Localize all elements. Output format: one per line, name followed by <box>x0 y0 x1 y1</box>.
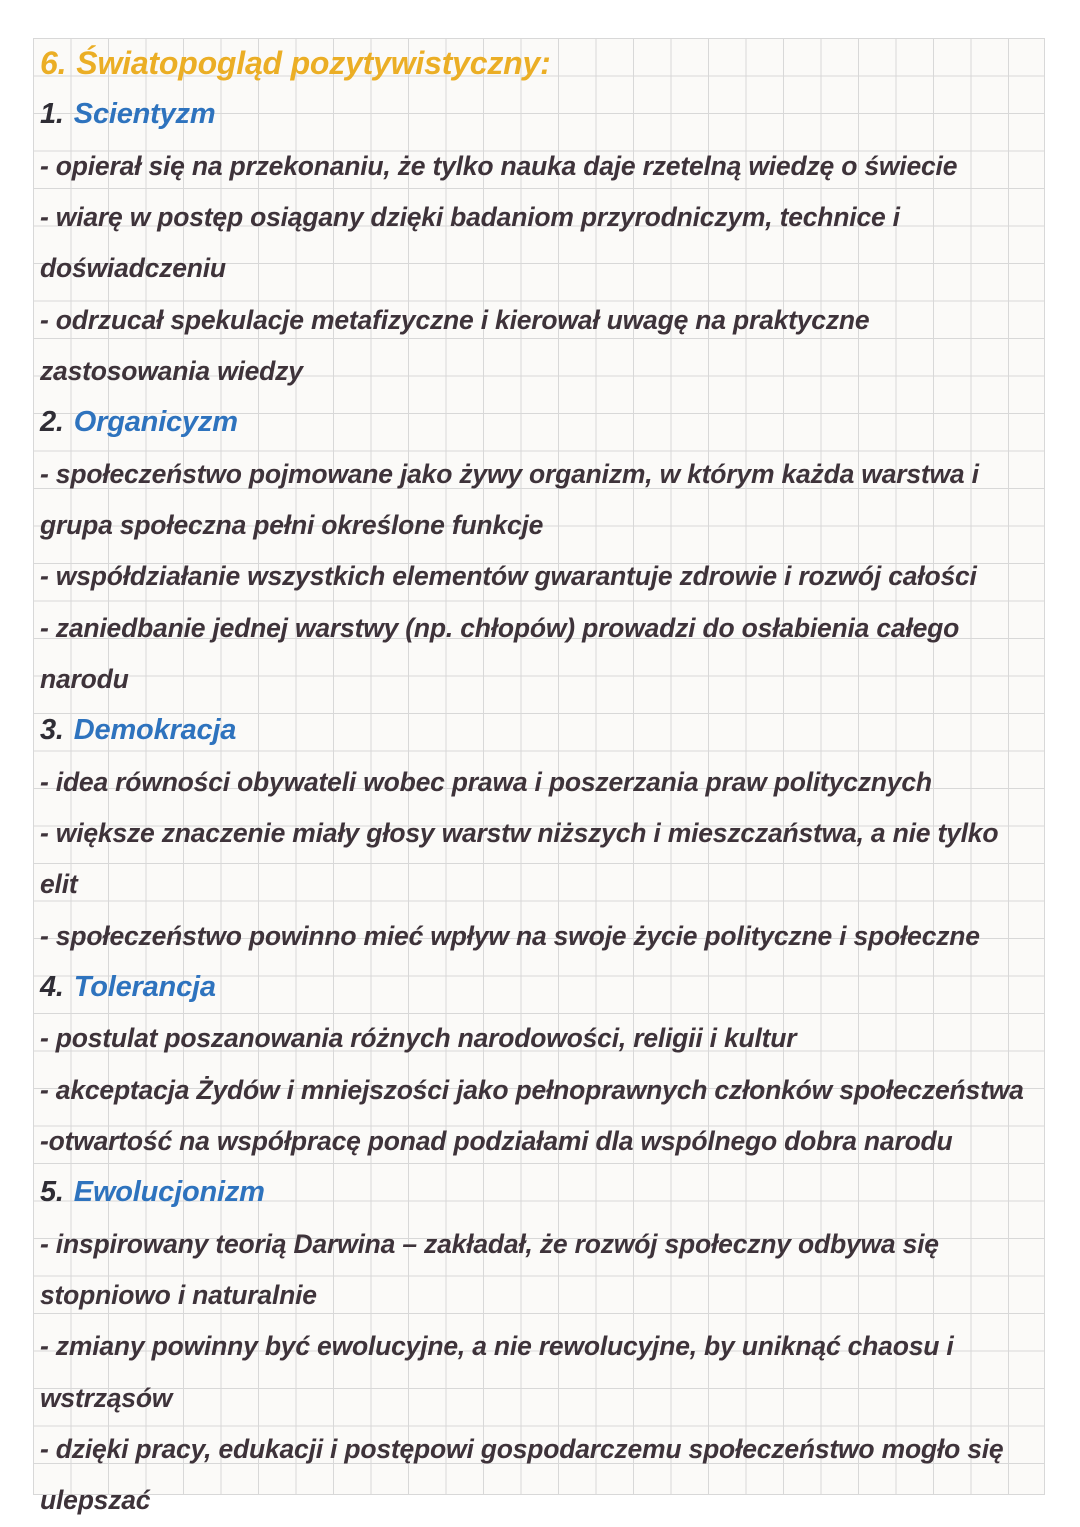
note-line: - akceptacja Żydów i mniejszości jako pełnoprawnych członków społeczeństwa <box>40 1074 1024 1105</box>
note-line: - opierał się na przekonaniu, że tylko nauka daje rzetelną wiedzę o świecie <box>40 150 958 181</box>
note-line: ulepszać <box>40 1485 151 1516</box>
section-name: Ewolucjonizm <box>73 1176 265 1209</box>
section-number: 5. <box>40 1176 64 1209</box>
section-heading <box>40 705 1045 756</box>
page-title-text: Światopogląd pozytywistyczny: <box>76 45 551 82</box>
note-line: doświadczeniu <box>40 253 226 284</box>
note-line: - inspirowany teorią Darwina – zakładał, że rozwój społeczny odbywa się <box>40 1228 939 1259</box>
note-line: - współdziałanie wszystkich elementów gwarantuje zdrowie i rozwój całości <box>40 561 977 592</box>
note-line: narodu <box>40 664 129 695</box>
section-number: 1. <box>40 98 64 131</box>
note-line: - dzięki pracy, edukacji i postępowi gospodarczemu społeczeństwo mogło się <box>40 1434 1004 1465</box>
note-line: zastosowania wiedzy <box>40 356 303 387</box>
section-heading <box>40 397 1045 448</box>
section-name: Demokracja <box>73 714 237 747</box>
note-line: - odrzucał spekulacje metafizyczne i kierował uwagę na praktyczne <box>40 304 870 335</box>
note-line: - zaniedbanie jednej warstwy (np. chłopów) prowadzi do osłabienia całego <box>40 612 960 643</box>
section-name: Tolerancja <box>73 971 216 1004</box>
page-title <box>40 38 1045 89</box>
note-line: stopniowo i naturalnie <box>40 1280 317 1311</box>
note-line: - zmiany powinny być ewolucyjne, a nie rewolucyjne, by uniknąć chaosu i <box>40 1331 954 1362</box>
section-name: Scientyzm <box>73 98 216 131</box>
note-line: - społeczeństwo powinno mieć wpływ na swoje życie polityczne i społeczne <box>40 920 980 951</box>
note-line: grupa społeczna pełni określone funkcje <box>40 510 544 541</box>
section-number: 4. <box>40 971 64 1004</box>
note-line: - idea równości obywateli wobec prawa i poszerzania praw politycznych <box>40 766 932 797</box>
note-line: - postulat poszanowania różnych narodowości, religii i kultur <box>40 1023 797 1054</box>
page-title-number: 6. <box>40 45 67 82</box>
note-line: - społeczeństwo pojmowane jako żywy organizm, w którym każda warstwa i <box>40 458 979 489</box>
note-line: -otwartość na współpracę ponad podziałami dla wspólnego dobra narodu <box>40 1126 953 1157</box>
section-name: Organicyzm <box>73 406 238 439</box>
note-line: - wiarę w postęp osiągany dzięki badaniom przyrodniczym, technice i <box>40 202 900 233</box>
note-line: elit <box>40 869 78 900</box>
section-heading <box>40 962 1045 1013</box>
note-line: - większe znaczenie miały głosy warstw niższych i mieszczaństwa, a nie tylko <box>40 818 999 849</box>
section-heading <box>40 89 1045 140</box>
section-number: 2. <box>40 406 64 439</box>
section-heading <box>40 1167 1045 1218</box>
note-content <box>40 38 1045 1527</box>
section-number: 3. <box>40 714 64 747</box>
note-line: wstrząsów <box>40 1382 173 1413</box>
